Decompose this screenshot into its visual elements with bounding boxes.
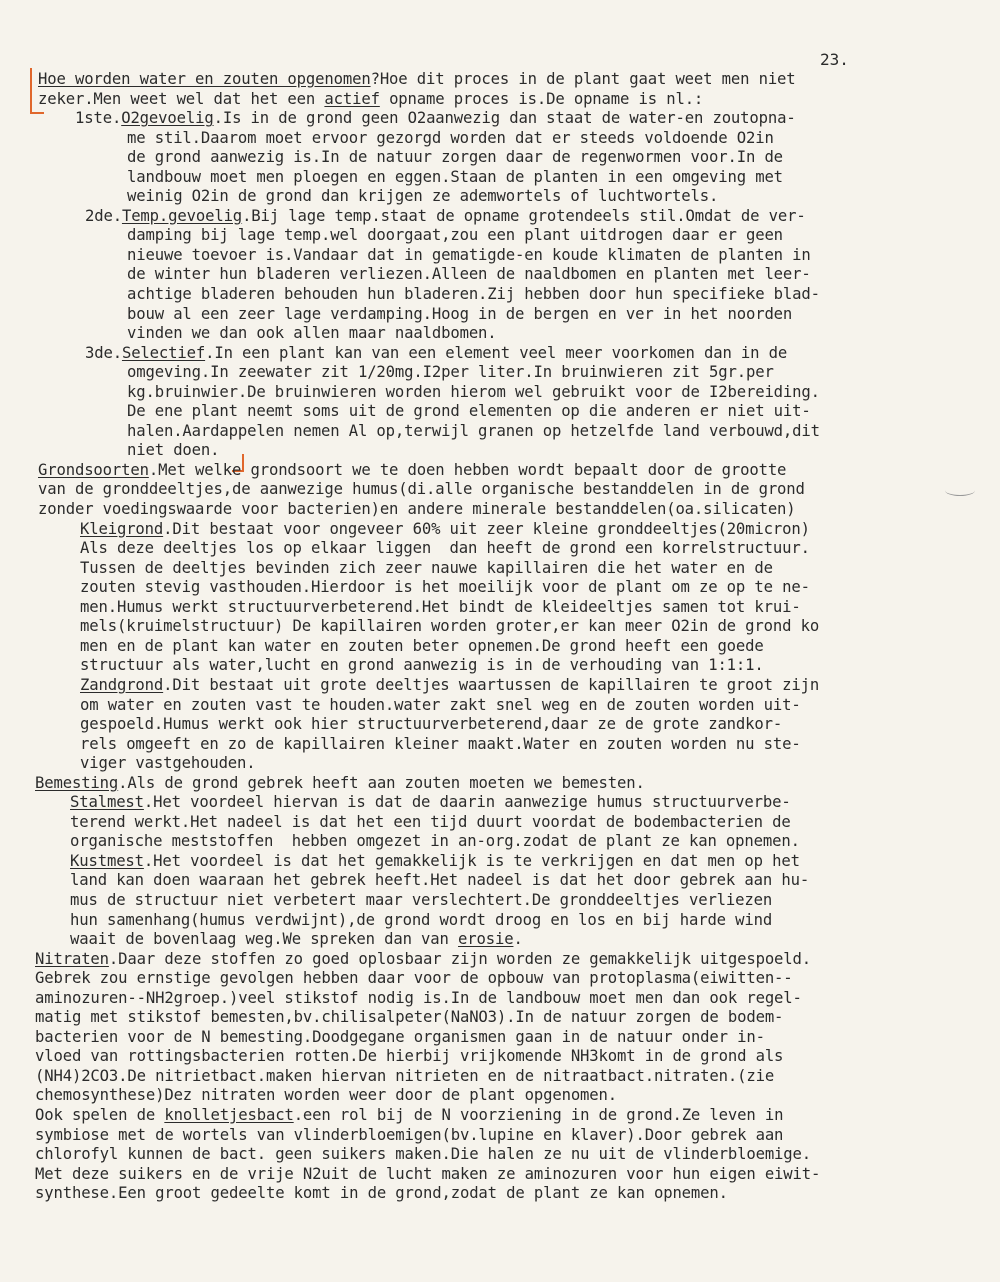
text-line xyxy=(0,148,1000,168)
text-line xyxy=(0,656,1000,676)
text-run: synthese.Een groot gedeelte komt in de grond,zodat de plant ze kan opnemen. xyxy=(35,1184,728,1203)
text-line xyxy=(0,1008,1000,1028)
text-run: .Daar deze stoffen zo goed oplosbaar zijn worden ze gemakkelijk uitgespoeld. xyxy=(108,949,812,968)
text-line xyxy=(0,1086,1000,1106)
text-line xyxy=(0,422,1000,442)
text-run: ?Hoe dit proces in de plant gaat weet men niet xyxy=(370,70,796,88)
text-line xyxy=(0,1165,1000,1185)
text-run: waait de bovenlaag weg.We spreken dan van xyxy=(70,930,459,949)
text-run: chemosynthese)Dez nitraten worden weer door de plant opgenomen. xyxy=(35,1086,618,1105)
text-run: nieuwe toevoer is.Vandaar dat in gematigde-en koude klimaten de planten in xyxy=(127,245,811,264)
text-line xyxy=(0,461,1000,481)
text-run: Met deze suikers en de vrije N2uit de lucht maken ze aminozuren voor hun eigen eiwit- xyxy=(35,1164,821,1183)
text-run: .Is in de grond geen O2aanwezig dan staat de water-en zoutopna- xyxy=(213,109,796,128)
text-line xyxy=(0,832,1000,852)
text-line xyxy=(0,950,1000,970)
text-run: . xyxy=(513,930,523,949)
text-line xyxy=(0,1067,1000,1087)
text-line xyxy=(0,1126,1000,1146)
text-line xyxy=(0,1047,1000,1067)
text-line xyxy=(0,1028,1000,1048)
text-line xyxy=(0,813,1000,833)
text-run: om water en zouten vast te houden.water zakt snel weg en de zouten worden uit- xyxy=(80,695,801,714)
underlined-term: actief xyxy=(324,89,380,108)
text-run: .Met welke grondsoort we te doen hebben wordt bepaalt door de grootte xyxy=(148,460,787,479)
text-line xyxy=(0,324,1000,344)
text-line xyxy=(0,305,1000,325)
text-line xyxy=(0,129,1000,149)
text-run: omgeving.In zeewater zit 1/20mg.I2per liter.In bruinwieren zit 5gr.per xyxy=(127,363,774,382)
text-run: aminozuren--NH2groep.)veel stikstof nodig is.In de landbouw moet men dan ook regel- xyxy=(35,988,802,1007)
text-run: (NH4)2CO3.De nitrietbact.maken hiervan nitrieten en de nitraatbact.nitraten.(zie xyxy=(35,1066,775,1085)
text-line xyxy=(0,480,1000,500)
text-run: Tussen de deeltjes bevinden zich zeer nauwe kapillairen die het water en de xyxy=(80,558,773,577)
text-line xyxy=(0,246,1000,266)
underlined-term: Bemesting xyxy=(35,773,119,792)
text-run: damping bij lage temp.wel doorgaat,zou een plant uitdrogen daar er geen xyxy=(127,226,783,245)
text-run: mels(kruimelstructuur) De kapillairen worden groter,er kan meer O2in de grond ko xyxy=(80,617,820,636)
text-line xyxy=(0,1106,1000,1126)
text-run: viger vastgehouden. xyxy=(80,754,256,773)
text-line xyxy=(0,383,1000,403)
text-run: kg.bruinwier.De bruinwieren worden hierom wel gebruikt voor de I2bereiding. xyxy=(127,382,820,401)
text-line xyxy=(0,989,1000,1009)
text-run: bacterien voor de N bemesting.Doodgegane organismen gaan in de natuur onder in- xyxy=(35,1027,765,1046)
text-run: de winter hun bladeren verliezen.Alleen de naaldbomen en planten met leer- xyxy=(127,265,811,284)
text-run: zouten stevig vasthouden.Hierdoor is het moeilijk voor de plant om ze op te ne- xyxy=(80,578,810,597)
text-run: landbouw moet men ploegen en eggen.Staan de planten in een omgeving met xyxy=(127,167,783,186)
underlined-term: Grondsoorten xyxy=(38,460,149,479)
underlined-term: Hoe worden water en zouten opgenomen xyxy=(38,70,371,88)
text-line xyxy=(0,226,1000,246)
text-line xyxy=(0,70,1000,90)
text-line xyxy=(0,109,1000,129)
text-line xyxy=(0,344,1000,364)
text-run: .Dit bestaat voor ongeveer 60% uit zeer kleine gronddeeltjes(20micron) xyxy=(163,519,810,538)
text-line xyxy=(0,363,1000,383)
text-run: vloed van rottingsbacterien rotten.De hierbij vrijkomende NH3komt in de grond als xyxy=(35,1047,784,1066)
underlined-term: erosie xyxy=(458,930,514,949)
text-line xyxy=(0,265,1000,285)
text-line xyxy=(0,187,1000,207)
text-run: 2de. xyxy=(85,206,122,225)
text-run: zonder voedingswaarde voor bacterien)en andere minerale bestanddelen(oa.silicaten) xyxy=(38,500,796,519)
underlined-term: Kleigrond xyxy=(80,519,164,538)
text-run: van de gronddeeltjes,de aanwezige humus(di.alle organische bestanddelen in de grond xyxy=(38,480,805,499)
underlined-term: Zandgrond xyxy=(80,675,164,694)
text-line xyxy=(0,715,1000,735)
text-run: weinig O2in de grond dan krijgen ze ademwortels of luchtwortels. xyxy=(127,187,719,206)
text-run: .een rol bij de N voorziening in de grond.Ze leven in xyxy=(293,1105,784,1124)
text-line xyxy=(0,617,1000,637)
text-line xyxy=(0,441,1000,461)
text-line xyxy=(0,168,1000,188)
underlined-term: Nitraten xyxy=(35,949,109,968)
text-run: achtige bladeren behouden hun bladeren.Zij hebben door hun specifieke blad- xyxy=(127,285,820,304)
text-run: men.Humus werkt structuurverbeterend.Het bindt de kleideeltjes samen tot krui- xyxy=(80,597,801,616)
text-run: .Bij lage temp.staat de opname grotendeels stil.Omdat de ver- xyxy=(242,206,806,225)
text-line xyxy=(0,891,1000,911)
text-line xyxy=(0,774,1000,794)
text-run: .Het voordeel is dat het gemakkelijk is te verkrijgen en dat men op het xyxy=(143,851,800,870)
text-line xyxy=(0,520,1000,540)
text-run: opname proces is.De opname is nl.: xyxy=(379,89,704,108)
text-run: Als deze deeltjes los op elkaar liggen dan heeft de grond een korrelstructuur. xyxy=(80,539,810,558)
text-run: matig met stikstof bemesten,bv.chilisalpeter(NaNO3).In de natuur zorgen de bodem- xyxy=(35,1008,784,1027)
text-line xyxy=(0,696,1000,716)
underlined-term: Kustmest xyxy=(70,851,144,870)
text-run: terend werkt.Het nadeel is dat het een tijd duurt voordat de bodembacterien de xyxy=(70,812,791,831)
text-line xyxy=(0,402,1000,422)
text-run: .Dit bestaat uit grote deeltjes waartussen de kapillairen te groot zijn xyxy=(163,675,820,694)
text-run: .In een plant kan van een element veel meer voorkomen dan in de xyxy=(205,343,788,362)
underlined-term: Temp.gevoelig xyxy=(121,206,243,225)
text-line xyxy=(0,637,1000,657)
text-run: hun samenhang(humus verdwijnt),de grond wordt droog en los en bij harde wind xyxy=(70,910,773,929)
text-run: 1ste. xyxy=(75,109,122,128)
text-run: organische meststoffen hebben omgezet in an-org.zodat de plant ze kan opnemen. xyxy=(70,832,800,851)
text-line xyxy=(0,969,1000,989)
underlined-term: Stalmest xyxy=(70,793,144,812)
text-line xyxy=(0,207,1000,227)
text-run: bouw al een zeer lage verdamping.Hoog in de bergen en ver in het noorden xyxy=(127,304,793,323)
text-line xyxy=(0,578,1000,598)
text-line xyxy=(0,852,1000,872)
text-run: vinden we dan ook allen maar naaldbomen. xyxy=(127,324,497,343)
text-run: zeker.Men weet wel dat het een xyxy=(38,89,325,108)
document-body xyxy=(0,70,1000,1204)
text-run: halen.Aardappelen nemen Al op,terwijl granen op hetzelfde land verbouwd,dit xyxy=(127,421,820,440)
text-run: symbiose met de wortels van vlinderbloemigen(bv.lupine en klaver).Door gebrek aan xyxy=(35,1125,784,1144)
text-line xyxy=(0,871,1000,891)
text-line xyxy=(0,754,1000,774)
text-run: men en de plant kan water en zouten beter opnemen.De grond heeft een goede xyxy=(80,636,764,655)
text-line xyxy=(0,1145,1000,1165)
text-line xyxy=(0,559,1000,579)
underlined-term: O2gevoelig xyxy=(121,109,214,128)
text-run: Ook spelen de xyxy=(35,1105,165,1124)
text-run: de grond aanwezig is.In de natuur zorgen daar de regenwormen voor.In de xyxy=(127,148,783,167)
text-line xyxy=(0,793,1000,813)
text-line xyxy=(0,500,1000,520)
text-run: mus de structuur niet verbetert maar verslechtert.De gronddeeltjes verliezen xyxy=(70,890,773,909)
text-run: Gebrek zou ernstige gevolgen hebben daar voor de opbouw van protoplasma(eiwitten-- xyxy=(35,969,793,988)
text-run: gespoeld.Humus werkt ook hier structuurverbeterend,daar ze de grote zandkor- xyxy=(80,715,783,734)
text-line xyxy=(0,598,1000,618)
text-line xyxy=(0,90,1000,110)
text-run: rels omgeeft en zo de kapillairen kleiner maakt.Water en zouten worden nu ste- xyxy=(80,734,801,753)
text-run: me stil.Daarom moet ervoor gezorgd worden dat er steeds voldoende O2in xyxy=(127,128,774,147)
text-line xyxy=(0,539,1000,559)
text-run: 3de. xyxy=(85,343,122,362)
text-run: .Het voordeel hiervan is dat de daarin aanwezige humus structuurverbe- xyxy=(143,793,791,812)
underlined-term: knolletjesbact xyxy=(164,1105,294,1124)
text-line xyxy=(0,735,1000,755)
text-line xyxy=(0,1184,1000,1204)
text-run: niet doen. xyxy=(127,441,220,460)
text-run: De ene plant neemt soms uit de grond elementen op die anderen er niet uit- xyxy=(127,402,811,421)
text-run: structuur als water,lucht en grond aanwezig is in de verhouding van 1:1:1. xyxy=(80,656,764,675)
page-number: 23. xyxy=(820,50,849,69)
text-line xyxy=(0,285,1000,305)
underlined-term: Selectief xyxy=(121,343,206,362)
text-line xyxy=(0,930,1000,950)
text-run: land kan doen waaraan het gebrek heeft.Het nadeel is dat het door gebrek aan hu- xyxy=(70,871,810,890)
text-line xyxy=(0,911,1000,931)
text-line xyxy=(0,676,1000,696)
text-run: .Als de grond gebrek heeft aan zouten moeten we bemesten. xyxy=(118,773,645,792)
text-run: chlorofyl kunnen de bact. geen suikers maken.Die halen ze nu uit de vlinderbloemige. xyxy=(35,1145,812,1164)
